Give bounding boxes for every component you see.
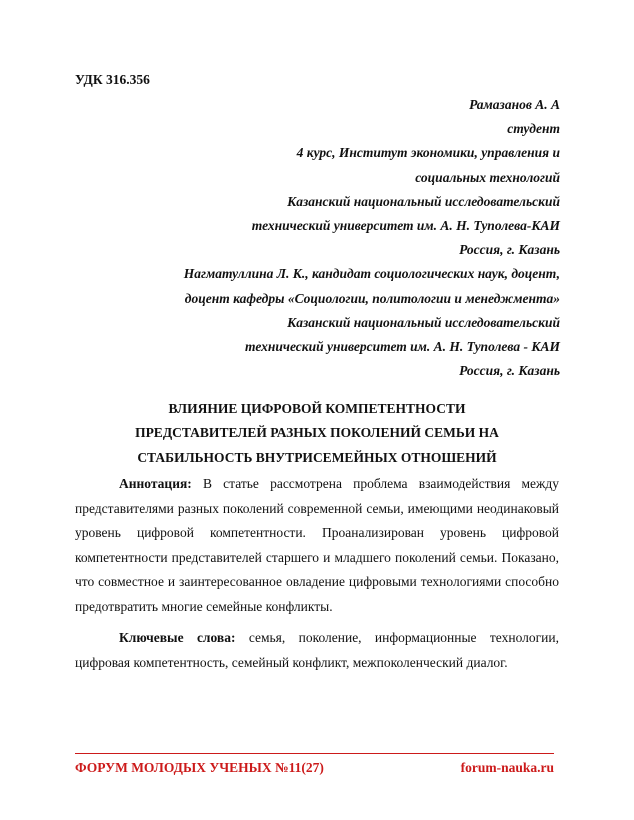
author-line: Россия, г. Казань [459,242,560,258]
author-line: доцент кафедры «Социологии, политологии и менеджмента» [184,290,560,306]
abstract-label: Аннотация: [119,476,192,491]
udk-code: УДК 316.356 [75,72,150,87]
keywords-text: семья, поколение, информационные технологии, цифровая компетентность, семейный конфликт, межпоколенческий диалог. [75,630,560,670]
author-line: социальных технологий [415,169,560,185]
author-line: Казанский национальный исследовательский [287,193,560,209]
abstract-text: В статье рассмотрена проблема взаимодействия между представителями разных поколений современной семьи, имеющими неодинаковый уровень цифровой компетентности. Проанализирован уровень цифровой компетентности представителей старшего и младшего поколений семьи. Показано, что совместное и заинтересованное овладение цифровыми технологиями способно предотвратить многие семейные конфликты. [75,476,559,614]
author-block [60,93,560,383]
author-line: технический университет им. А. Н. Туполева-КАИ [251,218,560,234]
author-line: технический университет им. А. Н. Туполева - КАИ [245,339,560,355]
title-line: СТАБИЛЬНОСТЬ ВНУТРИСЕМЕЙНЫХ ОТНОШЕНИЙ [137,449,497,465]
journal-name: ФОРУМ МОЛОДЫХ УЧЕНЫХ №11(27) [75,760,324,775]
journal-site-link[interactable]: forum-nauka.ru [460,760,554,775]
title-line: ПРЕДСТАВИТЕЛЕЙ РАЗНЫХ ПОКОЛЕНИЙ СЕМЬИ НА [135,425,499,441]
author-line: 4 курс, Институт экономики, управления и [296,145,560,161]
author-line: Россия, г. Казань [459,363,560,379]
author-line: Казанский национальный исследовательский [287,314,560,330]
keywords-paragraph [75,626,559,675]
article-body [75,472,559,675]
title-line: ВЛИЯНИЕ ЦИФРОВОЙ КОМПЕТЕНТНОСТИ [168,401,466,416]
abstract-paragraph [75,472,559,619]
author-line: Рамазанов А. А [469,97,560,112]
author-line: Нагматуллина Л. К., кандидат социологических наук, доцент, [183,266,560,282]
footer-divider [75,753,554,754]
author-line: студент [507,121,560,137]
article-title [60,397,574,470]
keywords-label: Ключевые слова: [119,630,236,645]
